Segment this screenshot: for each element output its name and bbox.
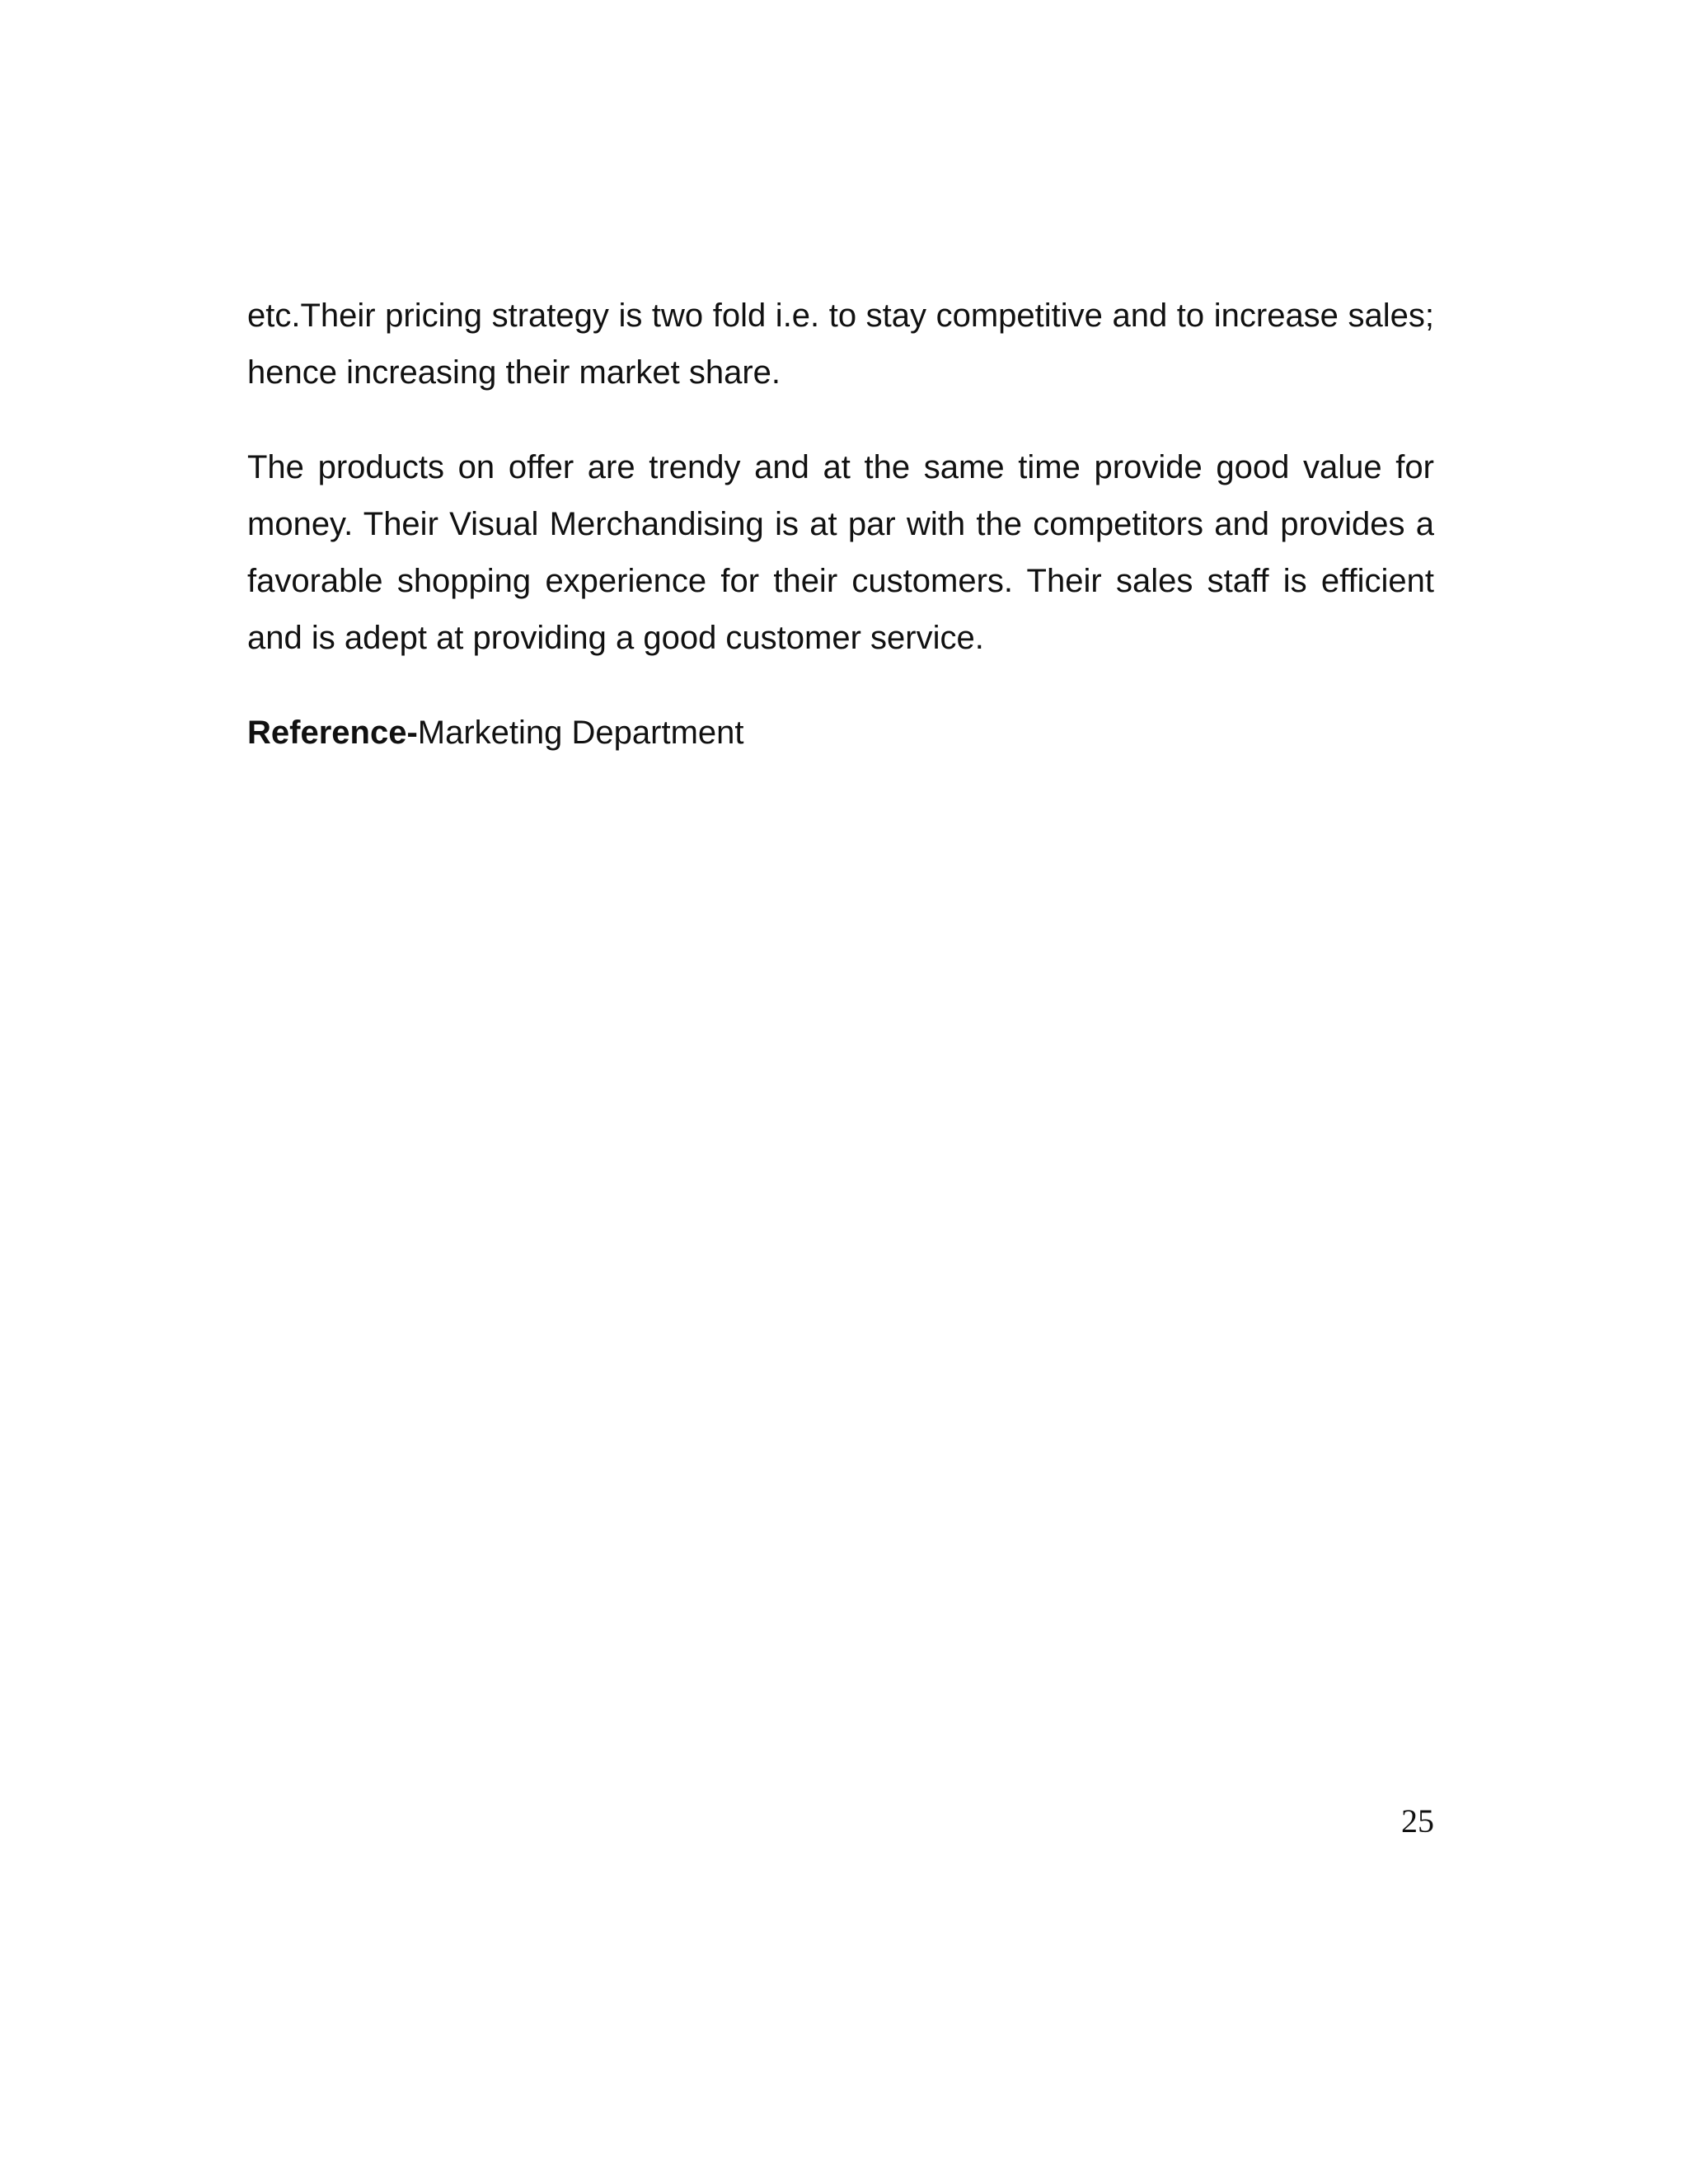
paragraph-products-and-service: The products on offer are trendy and at the same time provide good value for money. Their Visual Merchandising is at par with the competitors and provides a favorable shopping experience for their customers. Their sales staff is efficient and is adept at providing a good customer service.: [247, 449, 1434, 656]
page-number: 25: [1401, 1802, 1434, 1840]
paragraph-pricing-strategy: etc.Their pricing strategy is two fold i.e. to stay competitive and to increase sales; hence increasing their market share.: [247, 298, 1434, 391]
reference-value: Marketing Department: [417, 715, 744, 751]
reference-label: Reference-: [247, 715, 418, 751]
reference-line: [247, 705, 744, 762]
